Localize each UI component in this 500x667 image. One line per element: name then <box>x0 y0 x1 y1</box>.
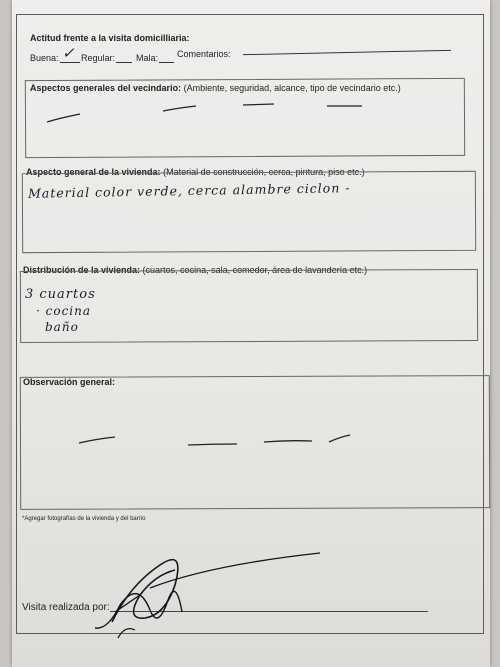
attitude-title: Actitud frente a la visita domicilliaria: <box>30 33 190 43</box>
distribution-title: Distribución de la vivienda: (cuartos, cocina, sala, comedor, área de lavandería etc.) <box>23 265 368 275</box>
regular-label: Regular: <box>81 53 116 63</box>
distribution-line-1: 3 cuartos <box>25 287 96 302</box>
observation-title: Observación general: <box>23 377 116 387</box>
housing-title: Aspecto general de la vivienda: (Material de construcción, cerca, pintura, piso etc.) <box>26 167 365 177</box>
mala-label: Mala: <box>136 53 159 63</box>
neighborhood-title: Aspectos generales del vecindario: (Ambiente, seguridad, alcance, tipo de vecindario etc.) <box>30 83 401 93</box>
comentarios-label: Comentarios: <box>177 49 231 59</box>
housing-handwritten: Material color verde, cerca alambre ciclon - <box>27 180 351 201</box>
distribution-line-3: baño <box>45 320 79 334</box>
buena-check-mark: ✓ <box>62 44 76 62</box>
buena-label: Buena: <box>30 53 59 63</box>
photo-footnote: *Agregar fotografías de la vivienda y del barrio <box>22 516 146 522</box>
signature-label: Visita realizada por: <box>22 602 110 613</box>
distribution-line-2: · cocina <box>36 304 92 318</box>
